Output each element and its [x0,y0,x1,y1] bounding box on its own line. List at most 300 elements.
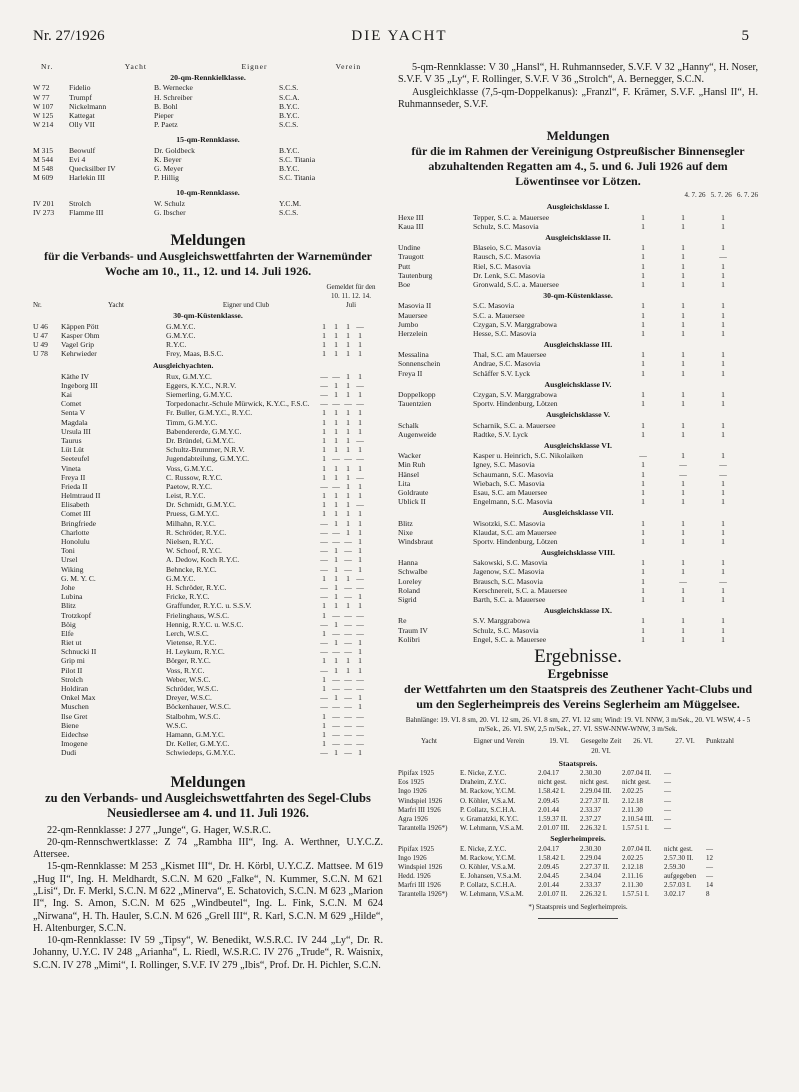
tick-mark: 1 [641,576,645,586]
entry-ticks [318,390,378,399]
tick-mark: — [332,454,340,464]
tick-mark: 1 [641,558,645,568]
time-27: nicht gest. [664,844,693,853]
result-row [398,890,758,899]
entry-ticks [623,252,743,261]
owner-club: Czygan, S.V. Marggrabowa [473,390,557,400]
tick-mark: 1 [334,349,338,359]
results-col: Eigner und Verein [473,737,525,746]
class-heading: Ausgleichsklasse IX. [543,606,613,616]
tick-mark: 1 [322,739,326,749]
owner-club: Schultz-Brummer, N.R.V. [166,445,245,455]
left-column [33,62,383,972]
entry-ticks [623,329,743,338]
owner-club: P. Collatz, S.C.H.A. [460,881,517,890]
yacht-name: Augenweide [398,429,437,439]
entry-ticks [623,213,743,222]
entry-row [398,262,758,271]
sail-number [33,666,61,675]
tick-mark: 1 [334,656,338,666]
owner-club: O. Köhler, V.S.a.M. [460,796,516,805]
tick-mark: 1 [346,380,350,390]
club-name: B.Y.C. [279,145,300,155]
tick-mark: 1 [721,625,725,635]
entry-row [33,712,383,721]
time-27: — [664,778,671,787]
tick-mark: 1 [641,390,645,400]
tick-mark: 1 [721,634,725,644]
owner-name: G. Ibscher [154,207,186,217]
points: — [706,872,713,881]
owner-club: Paetow, R.Y.C. [166,481,212,491]
tick-mark: 1 [721,301,725,311]
entry-ticks [318,322,378,331]
entry-row [33,120,383,129]
yacht-name: Schwalbe [398,567,428,577]
entry-row [33,666,383,675]
owner-name: B. Wernecke [154,83,193,93]
tick-mark: — [332,729,340,739]
entry-row [33,748,383,757]
tick-mark: 1 [334,321,338,331]
points [706,815,728,824]
tick-mark: 1 [681,243,685,253]
yacht-name: Marfri III 1926 [398,881,441,890]
yacht-name: Magdala [61,417,88,427]
owner-club: Babendererde, G.M.Y.C. [166,426,242,436]
tick-mark: — [344,711,352,721]
sail-number [33,565,61,574]
tick-mark: 1 [681,558,685,568]
tick-mark: 1 [641,328,645,338]
entry-ticks [318,340,378,349]
entry-ticks [318,482,378,491]
results-header [398,737,758,755]
tick-mark: 1 [641,527,645,537]
tick-mark: 1 [334,693,338,703]
yacht-name: Hänsel [398,469,420,479]
tick-mark: — [344,684,352,694]
tick-mark: — [344,610,352,620]
tick-mark: 1 [721,429,725,439]
time-27: — [664,787,671,796]
yacht-name: Helmtraud II [61,491,101,501]
sail-number [33,721,61,730]
entry-ticks [623,635,743,644]
yacht-name: Holdiran [61,684,88,694]
owner-club: Hamann, G.M.Y.C. [166,729,225,739]
tick-mark: 1 [681,359,685,369]
sail-number: W 214 [33,120,54,130]
tick-mark: 1 [358,546,362,556]
yacht-name: Ingo 1926 [398,853,427,862]
entry-ticks [318,721,378,730]
gemeldet-days: 10. 11. 12. 14. [331,292,371,301]
points [706,787,728,796]
entry-row [33,408,383,417]
tick-mark: — [332,628,340,638]
tick-mark: — [356,582,364,592]
entry-row [398,567,758,576]
owner-club: Timm, G.M.Y.C. [166,417,218,427]
owner-club: Schwiedeps, G.M.Y.C. [166,748,236,758]
tick-mark: 1 [346,481,350,491]
entry-row [398,586,758,595]
entry-ticks [318,399,378,408]
entry-ticks [623,616,743,625]
time-20: 2.34.04 [580,872,601,881]
sail-number [33,656,61,665]
yacht-name: Mauersee [398,310,428,320]
tick-mark: 1 [681,478,685,488]
club-name: S.C.A. [279,92,300,102]
entry-row [33,199,383,208]
points: 8 [706,890,710,899]
sail-number [33,574,61,583]
yacht-name: Tauentzien [398,399,432,409]
tick-mark: 1 [322,408,326,418]
col-owner: Eigner und Club [222,301,270,310]
entry-row [33,730,383,739]
owner-club: Engel, S.C. a. Mauersee [473,634,547,644]
entry-ticks [623,320,743,329]
tick-mark: 1 [681,429,685,439]
yacht-name: Boe [398,279,411,289]
tick-mark: — [344,628,352,638]
tick-mark: 1 [322,330,326,340]
results-heading: Ergebnisse. [534,645,622,667]
yacht-name: Riet ut [61,638,82,648]
owner-name: G. Meyer [154,163,184,173]
entry-ticks [318,730,378,739]
sail-number [33,390,61,399]
sail-number: W 107 [33,101,54,111]
entry-row [33,656,383,665]
tick-mark: 1 [641,243,645,253]
entry-row [33,146,383,155]
tick-mark: — [344,647,352,657]
time-19: 1.58.42 I. [538,787,565,796]
sail-number [33,684,61,693]
class-heading: 15-qm-Rennklasse. [176,135,240,145]
yacht-name: Kehrwieder [61,349,97,359]
yacht-name: Wacker [398,451,421,461]
tick-mark: 1 [681,390,685,400]
class-heading: Ausgleichsklasse V. [546,410,610,420]
owner-club: Kasper u. Heinrich, S.C. Nikolaiken [473,451,584,461]
tick-mark: 1 [322,720,326,730]
tick-mark: 1 [358,509,362,519]
magazine-title: DIE YACHT [351,28,448,44]
yacht-name: Muschen [61,702,89,712]
entry-ticks [623,577,743,586]
sail-number [33,408,61,417]
tick-mark: 1 [721,487,725,497]
entry-row [33,546,383,555]
tick-mark: — [344,454,352,464]
sail-number [33,381,61,390]
yacht-name: Undine [398,243,421,253]
result-row [398,769,758,778]
owner-club: Blaseio, S.C. Masovia [473,243,541,253]
time-27: — [664,814,671,823]
yacht-name: Hedd. 1926 [398,872,431,881]
entry-ticks [318,418,378,427]
tick-mark: 1 [641,279,645,289]
entry-row [398,369,758,378]
yacht-name: Taurus [61,435,82,445]
sail-number: M 315 [33,145,54,155]
tick-mark: — [320,390,328,400]
entry-ticks [318,427,378,436]
results-col: Punktzahl [706,737,734,746]
tick-mark: — [356,573,364,583]
yacht-name: Bringfriede [61,518,97,528]
section-subtitle: zu den Verbands- und Ausgleichswettfahrten des Segel-Clubs Neusiedlersee am 4. und 11. Juli 1926. [45,790,371,820]
owner-club: P. Collatz, S.C.H.A. [460,805,517,814]
owner-club: Dr. Lenk, S.C. Masovia [473,270,545,280]
sail-number: U 49 [33,340,48,350]
points: 12 [706,853,713,862]
owner-club: Frielinghaus, W.S.C. [166,610,230,620]
owner-club: Stalbohm, W.S.C. [166,711,221,721]
yacht-name: Lubina [61,592,83,602]
tick-mark: — [320,693,328,703]
tick-mark: 1 [721,270,725,280]
entry-ticks [623,311,743,320]
entry-row [33,721,383,730]
yacht-name: Elisabeth [61,500,90,510]
owner-club: Andrae, S.C. Masovia [473,359,541,369]
entry-ticks [318,684,378,693]
tick-mark: 1 [334,555,338,565]
entry-row [33,500,383,509]
tick-mark: — [332,702,340,712]
entry-row [33,565,383,574]
tick-mark: 1 [346,509,350,519]
tick-mark: — [679,460,687,470]
tick-mark: — [320,702,328,712]
tick-mark: 1 [358,647,362,657]
tick-mark: — [332,739,340,749]
time-26: 2.07.04 II. [622,768,652,777]
col-nr: Nr. [41,62,54,71]
yacht-name: Käthe IV [61,371,90,381]
tick-mark: 1 [358,702,362,712]
tick-mark: 1 [358,463,362,473]
sail-number [33,519,61,528]
tick-mark: 1 [334,408,338,418]
entry-row [33,418,383,427]
entry-ticks [623,595,743,604]
entry-ticks [623,350,743,359]
entry-row [398,222,758,231]
entry-row [398,537,758,546]
tick-mark: — [332,647,340,657]
entry-ticks [318,473,378,482]
tick-mark: 1 [334,638,338,648]
entry-ticks [623,626,743,635]
tick-mark: 1 [334,518,338,528]
entry-ticks [623,519,743,528]
tick-mark: 1 [358,748,362,758]
entry-ticks [318,546,378,555]
yacht-name: G. M. Y. C. [61,573,96,583]
owner-club: W.S.C. [166,720,188,730]
entry-row [33,464,383,473]
yacht-name: Ingo 1926 [398,787,427,796]
tick-mark: — [356,739,364,749]
tick-mark: 1 [641,359,645,369]
entry-row [398,616,758,625]
owner-name: H. Schreiber [154,92,193,102]
time-27: aufgegeben [664,872,697,881]
tick-mark: 1 [358,527,362,537]
sail-number [33,702,61,711]
yacht-name: Fidelio [69,83,91,93]
class-heading: Ausgleichsklasse VIII. [541,548,615,558]
tick-mark: 1 [334,592,338,602]
points [706,778,728,787]
yacht-name: Senta V [61,408,86,418]
yacht-name: Honolulu [61,537,90,547]
entry-ticks [318,454,378,463]
time-20: nicht gest. [580,778,609,787]
yacht-name: Roland [398,585,420,595]
tick-mark: 1 [721,279,725,289]
sail-number [33,372,61,381]
tick-mark: 1 [721,478,725,488]
owner-club: Rux, G.M.Y.C. [166,371,212,381]
points: — [706,844,713,853]
tick-mark: 1 [641,368,645,378]
yacht-name: Beowulf [69,145,96,155]
right-column [398,62,758,925]
results-subtitle: der Wettfahrten um den Staatspreis des Zeuthener Yacht-Clubs und um den Seglerheimpreis des Vereins Seglerheim am Müggelsee. [403,682,753,712]
tick-mark: 1 [334,509,338,519]
results-col: 27. VI. [675,737,695,746]
tick-mark: 1 [681,625,685,635]
entry-row [398,390,758,399]
class-heading: Ausgleichsklasse VII. [542,508,614,518]
sail-number [33,491,61,500]
tick-mark: 1 [358,555,362,565]
tick-mark: 1 [334,330,338,340]
result-row [398,824,758,833]
entry-ticks [623,586,743,595]
tick-mark: 1 [641,460,645,470]
tick-mark: — [320,748,328,758]
tick-mark: — [332,371,340,381]
entry-row [398,359,758,368]
time-19: 2.01.07 III. [538,824,570,833]
entry-row [33,164,383,173]
page-header [0,28,799,50]
tick-mark: 1 [358,693,362,703]
sail-number [33,583,61,592]
time-26: 2.10.54 III. [622,814,654,823]
tick-mark: — [344,592,352,602]
yacht-name: Elfe [61,628,74,638]
yacht-name: Blitz [398,518,413,528]
owner-club: S.C. Masovia [473,301,515,311]
tick-mark: 1 [346,445,350,455]
yacht-name: Ursel [61,555,78,565]
tick-mark: — [356,321,364,331]
tick-mark: 1 [681,567,685,577]
class-heading: Seglerheimpreis. [550,834,606,844]
tick-mark: 1 [681,616,685,626]
tick-mark: — [344,702,352,712]
sail-number [33,638,61,647]
owner-club: v. Gramatzki, K.Y.C. [460,814,519,823]
owner-club: Klaudat, S.C. am Mauersee [473,527,557,537]
section-title: Meldungen [546,128,610,144]
club-name: B.Y.C. [279,101,300,111]
table-header [33,62,383,71]
entry-row [33,93,383,102]
tick-mark: 1 [322,435,326,445]
results-title: Ergebnisse [547,666,609,682]
issue-number: Nr. 27/1926 [33,28,105,44]
tick-mark: — [344,582,352,592]
tick-mark: 1 [721,558,725,568]
tick-mark: 1 [681,536,685,546]
spacer [33,182,383,187]
yacht-name: Ilse Gret [61,711,88,721]
entry-row [398,470,758,479]
owner-club: Vietense, R.Y.C. [166,638,217,648]
yacht-name: Dudi [61,748,77,758]
tick-mark: 1 [641,634,645,644]
yacht-name: Strolch [61,674,83,684]
sail-number [33,418,61,427]
tick-mark: 1 [346,472,350,482]
tick-mark: 1 [322,711,326,721]
entry-ticks [318,555,378,564]
points [706,824,728,833]
yacht-name: Kolibri [398,634,420,644]
tick-mark: 1 [681,310,685,320]
tick-mark: 1 [334,665,338,675]
sail-number [33,528,61,537]
tick-mark: 1 [641,429,645,439]
entry-row [398,626,758,635]
club-name: S.C.S. [279,207,299,217]
tick-mark: 1 [641,625,645,635]
class-heading: Ausgleichsklasse VI. [544,440,612,450]
owner-club: Rausch, S.C. Masovia [473,252,541,262]
entry-ticks [623,497,743,506]
owner-club: Börger, R.Y.C. [166,656,211,666]
class-heading: 20-qm-Rennkielklasse. [170,73,246,83]
entry-row [33,519,383,528]
owner-club: Igney, S.C. Masovia [473,460,535,470]
tick-mark: 1 [641,518,645,528]
yacht-name: Schalk [398,420,419,430]
owner-club: G.M.Y.C. [166,321,196,331]
sail-number: IV 201 [33,198,55,208]
tick-mark: 1 [721,451,725,461]
tick-mark: 1 [322,340,326,350]
gemeldet-label: Gemeldet für den [326,282,376,291]
sail-number [33,436,61,445]
entry-row [398,479,758,488]
results-col: Yacht [420,737,437,746]
yacht-name: Harlekin III [69,173,106,183]
entry-row [33,381,383,390]
entry-ticks [623,567,743,576]
